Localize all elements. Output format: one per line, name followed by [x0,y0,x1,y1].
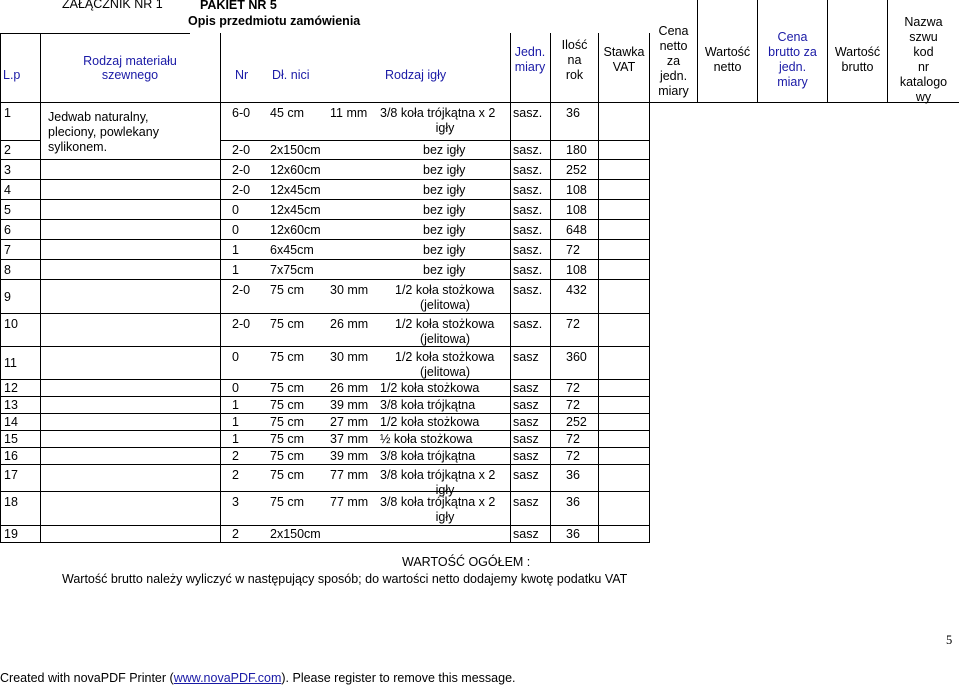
cell-unit: sasz [513,415,539,429]
cell-needle-size: 11 mm [330,106,368,120]
col-gross-value-1: Wartość [834,45,881,59]
cell-needle-size: 30 mm [330,283,369,297]
cell-qty: 252 [566,415,587,429]
cell-needle-type-line2: igły [435,510,455,524]
cell-qty: 108 [566,263,587,277]
material-line-2: pleciony, powlekany [48,125,159,139]
cell-lp: 12 [4,381,18,395]
cell-nr: 2 [232,527,239,541]
cell-length: 75 cm [270,415,305,429]
cell-lp: 6 [4,223,11,237]
cell-unit: sasz [513,495,539,509]
cell-lp: 15 [4,432,18,446]
cell-lp: 11 [4,356,17,370]
col-catalog-5: katalogo [899,75,948,89]
cell-length: 2x150cm [270,143,321,157]
cell-lp: 9 [4,290,11,304]
col-net-value-2: netto [713,60,742,74]
cell-lp: 16 [4,449,18,463]
cell-lp: 7 [4,243,11,257]
footer-note [0,671,516,685]
cell-needle-type: bez igły [423,143,466,157]
cell-lp: 10 [4,317,18,331]
cell-nr: 2-0 [232,317,251,331]
page-number: 5 [946,633,953,647]
cell-needle-type: 3/8 koła trójkątna [380,449,476,463]
col-net-price-4: jedn. [659,69,688,83]
col-catalog-6: wy [915,90,932,104]
cell-unit: sasz [513,527,539,541]
cell-lp: 8 [4,263,11,277]
cell-nr: 2 [232,449,239,463]
vat-note: Wartość brutto należy wyliczyć w następujący sposób; do wartości netto dodajemy kwotę podatku VAT [62,572,628,586]
cell-needle-type-line2: (jelitowa) [419,298,470,312]
cell-needle-size: 39 mm [330,398,369,412]
cell-unit: sasz. [513,143,543,157]
cell-lp: 18 [4,495,18,509]
cell-nr: 3 [232,495,239,509]
cell-unit: sasz. [513,317,543,331]
cell-length: 7x75cm [270,263,314,277]
cell-nr: 2-0 [232,163,251,177]
cell-nr: 1 [232,398,239,412]
cell-lp: 2 [4,143,11,157]
cell-needle-type: 3/8 koła trójkątna x 2 [380,468,496,482]
cell-qty: 36 [566,527,580,541]
cell-lp: 5 [4,203,11,217]
cell-unit: sasz. [513,283,543,297]
col-gross-price-3: jedn. [778,60,807,74]
cell-needle-type: bez igły [423,223,466,237]
cell-unit: sasz [513,381,539,395]
col-unit-2: miary [514,60,546,74]
cell-unit: sasz [513,468,539,482]
cell-lp: 17 [4,468,18,482]
cell-nr: 2-0 [232,283,251,297]
cell-unit: sasz [513,449,539,463]
cell-length: 75 cm [270,317,305,331]
cell-needle-type: 3/8 koła trójkątna x 2 [380,106,496,120]
cell-needle-type-line2: igły [435,483,455,497]
cell-needle-size: 39 mm [330,449,369,463]
cell-length: 12x45cm [270,203,321,217]
attachment-title: ZAŁĄCZNIK NR 1 [62,0,163,11]
cell-needle-type-line2: (jelitowa) [419,332,470,346]
cell-needle-type-line2: igły [435,121,455,135]
cell-lp: 14 [4,415,18,429]
col-length: Dł. nici [272,68,310,82]
cell-unit: sasz. [513,223,543,237]
cell-lp: 13 [4,398,18,412]
cell-nr: 0 [232,223,239,237]
material-line-1: Jedwab naturalny, [48,110,149,124]
col-gross-value-2: brutto [841,60,874,74]
cell-qty: 360 [566,350,587,364]
col-nr: Nr [235,68,249,82]
col-catalog-1: Nazwa [904,15,943,29]
cell-nr: 6-0 [232,106,251,120]
col-qty-1: Ilość [561,38,588,52]
cell-nr: 0 [232,203,239,217]
cell-qty: 180 [566,143,587,157]
col-qty-3: rok [565,68,584,82]
cell-nr: 1 [232,263,239,277]
cell-needle-type: 3/8 koła trójkątna x 2 [380,495,496,509]
cell-needle-type: ½ koła stożkowa [380,432,473,446]
col-net-price-1: Cena [658,24,689,38]
col-needle: Rodzaj igły [385,68,447,82]
package-title: PAKIET NR 5 [200,0,277,12]
cell-length: 75 cm [270,495,305,509]
total-label: WARTOŚĆ OGÓŁEM : [402,555,531,569]
cell-length: 75 cm [270,381,305,395]
col-qty-2: na [567,53,582,67]
cell-unit: sasz [513,350,539,364]
cell-unit: sasz. [513,203,543,217]
cell-unit: sasz. [513,106,543,120]
col-net-price-3: za [666,54,681,68]
cell-qty: 108 [566,183,587,197]
cell-needle-type: bez igły [423,243,466,257]
cell-unit: sasz. [513,263,543,277]
cell-length: 75 cm [270,398,305,412]
cell-needle-size: 77 mm [330,468,369,482]
cell-length: 12x60cm [270,223,321,237]
cell-needle-size: 26 mm [330,317,369,331]
cell-qty: 72 [566,243,580,257]
cell-needle-type: 1/2 koła stożkowa [395,350,495,364]
cell-length: 2x150cm [270,527,321,541]
col-unit-1: Jedn. [514,45,546,59]
cell-nr: 0 [232,350,239,364]
material-line-3: sylikonem. [48,140,108,154]
cell-needle-type: bez igły [423,163,466,177]
cell-length: 75 cm [270,432,305,446]
col-material-1: Rodzaj materiału [83,54,177,68]
col-gross-price-2: brutto za [768,45,817,59]
col-catalog-3: kod [913,45,934,59]
cell-qty: 36 [566,106,580,120]
cell-length: 75 cm [270,468,305,482]
cell-qty: 72 [566,449,580,463]
cell-unit: sasz. [513,163,543,177]
cell-needle-size: 37 mm [330,432,369,446]
cell-needle-type: 1/2 koła stożkowa [395,317,495,331]
col-net-price-5: miary [658,84,689,98]
cell-needle-type: bez igły [423,183,466,197]
cell-lp: 4 [4,183,11,197]
cell-needle-type: 1/2 koła stożkowa [380,415,480,429]
description-title: Opis przedmiotu zamówienia [188,14,361,28]
cell-qty: 72 [566,381,580,395]
cell-unit: sasz. [513,243,543,257]
cell-lp: 3 [4,163,11,177]
cell-unit: sasz [513,398,539,412]
cell-length: 75 cm [270,350,305,364]
col-gross-price-4: miary [777,75,808,89]
cell-needle-size: 77 mm [330,495,369,509]
cell-lp: 1 [4,106,11,120]
cell-needle-type: 1/2 koła stożkowa [395,283,495,297]
cell-length: 12x45cm [270,183,321,197]
cell-length: 6x45cm [270,243,314,257]
cell-length: 12x60cm [270,163,321,177]
col-net-value-1: Wartość [704,45,751,59]
cell-unit: sasz. [513,183,543,197]
cell-needle-type-line2: (jelitowa) [419,365,470,379]
cell-lp: 19 [4,527,18,541]
cell-nr: 2-0 [232,183,251,197]
footer-prefix: Created with novaPDF Printer ( [0,671,174,685]
col-catalog-4: nr [917,60,930,74]
cell-nr: 0 [232,381,239,395]
cell-qty: 72 [566,398,580,412]
col-material-2: szewnego [101,68,159,82]
cell-nr: 1 [232,243,239,257]
cell-needle-size: 26 mm [330,381,369,395]
col-vat-1: Stawka [603,45,645,59]
col-net-price-2: netto [659,39,688,53]
cell-qty: 108 [566,203,587,217]
cell-unit: sasz [513,432,539,446]
col-vat-2: VAT [612,60,636,74]
col-catalog-2: szwu [909,30,938,44]
cell-nr: 1 [232,415,239,429]
cell-needle-type: 1/2 koła stożkowa [380,381,480,395]
cell-nr: 1 [232,432,239,446]
cell-needle-type: 3/8 koła trójkątna [380,398,476,412]
cell-qty: 252 [566,163,587,177]
cell-qty: 36 [566,495,580,509]
cell-qty: 648 [566,223,587,237]
footer-link[interactable]: www.novaPDF.com [173,671,282,685]
cell-needle-size: 27 mm [330,415,369,429]
col-lp: L.p [3,68,21,82]
cell-needle-type: bez igły [423,263,466,277]
col-gross-price-1: Cena [777,30,808,44]
cell-length: 75 cm [270,283,305,297]
cell-needle-type: bez igły [423,203,466,217]
cell-qty: 72 [566,432,580,446]
footer-suffix: ). Please register to remove this message. [281,671,516,685]
cell-qty: 36 [566,468,580,482]
cell-qty: 72 [566,317,580,331]
cell-length: 75 cm [270,449,305,463]
cell-needle-size: 30 mm [330,350,369,364]
cell-qty: 432 [566,283,587,297]
cell-nr: 2 [232,468,239,482]
cell-length: 45 cm [270,106,305,120]
cell-nr: 2-0 [232,143,251,157]
